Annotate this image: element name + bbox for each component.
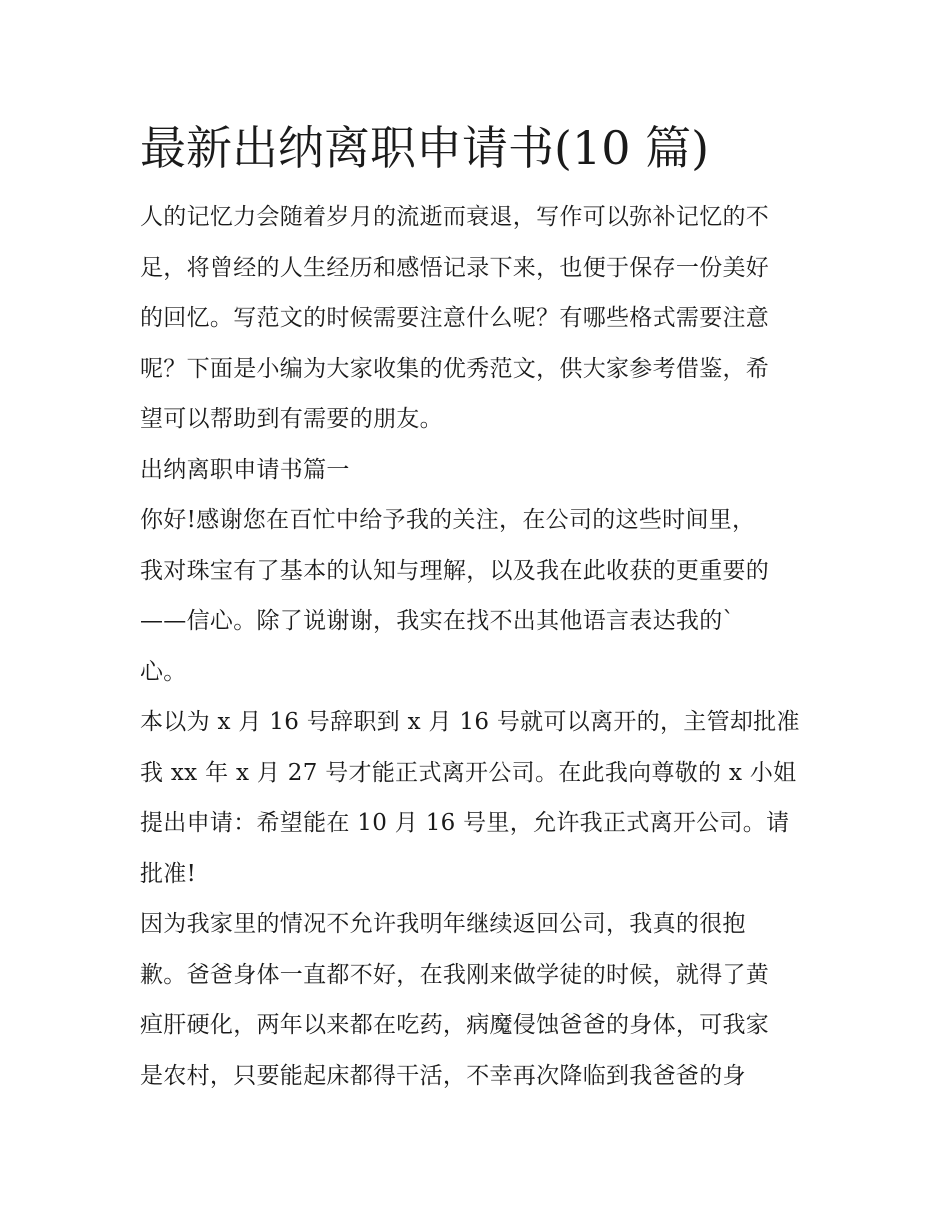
text-line: 足，将曾经的人生经历和感悟记录下来，也便于保存一份美好 bbox=[140, 254, 770, 281]
text-line: 疸肝硬化，两年以来都在吃药，病魔侵蚀爸爸的身体，可我家 bbox=[140, 1012, 770, 1038]
text-line: 本以为 x 月 16 号辞职到 x 月 16 号就可以离开的，主管却批准 bbox=[140, 709, 800, 735]
document-title: 最新出纳离职申请书(10 篇) bbox=[140, 121, 710, 175]
text-line: 我 xx 年 x 月 27 号才能正式离开公司。在此我向尊敬的 x 小姐 bbox=[140, 759, 797, 786]
text-line: 我对珠宝有了基本的认知与理解，以及我在此收获的更重要的 bbox=[140, 557, 770, 584]
reason-paragraph bbox=[140, 899, 812, 1101]
section-heading bbox=[140, 445, 812, 496]
text-line: 心。 bbox=[140, 658, 187, 685]
text-line: 歉。爸爸身体一直都不好，在我刚来做学徒的时候，就得了黄 bbox=[140, 961, 770, 988]
text-line: 是农村，只要能起床都得干活，不幸再次降临到我爸爸的身 bbox=[140, 1062, 746, 1089]
thanks-paragraph bbox=[140, 495, 812, 697]
text-line: 的回忆。写范文的时候需要注意什么呢？有哪些格式需要注意 bbox=[140, 305, 770, 331]
text-line: 你好!感谢您在百忙中给予我的关注，在公司的这些时间里， bbox=[140, 507, 756, 533]
text-line: 望可以帮助到有需要的朋友。 bbox=[140, 406, 443, 432]
text-line: 提出申请：希望能在 10 月 16 号里，允许我正式离开公司。请 bbox=[140, 810, 790, 836]
text-line: 因为我家里的情况不允许我明年继续返回公司，我真的很抱 bbox=[140, 911, 746, 937]
text-line: 批准! bbox=[140, 860, 197, 887]
text-line: 人的记忆力会随着岁月的流逝而衰退，写作可以弥补记忆的不 bbox=[140, 204, 770, 230]
document-page bbox=[140, 112, 812, 1101]
text-line: ——信心。除了说谢谢，我实在找不出其他语言表达我的` bbox=[140, 608, 735, 634]
section-heading-text: 出纳离职申请书篇一 bbox=[140, 456, 350, 483]
date-paragraph bbox=[140, 697, 812, 899]
intro-paragraph bbox=[140, 192, 812, 445]
text-line: 呢？下面是小编为大家收集的优秀范文，供大家参考借鉴，希 bbox=[140, 355, 770, 382]
